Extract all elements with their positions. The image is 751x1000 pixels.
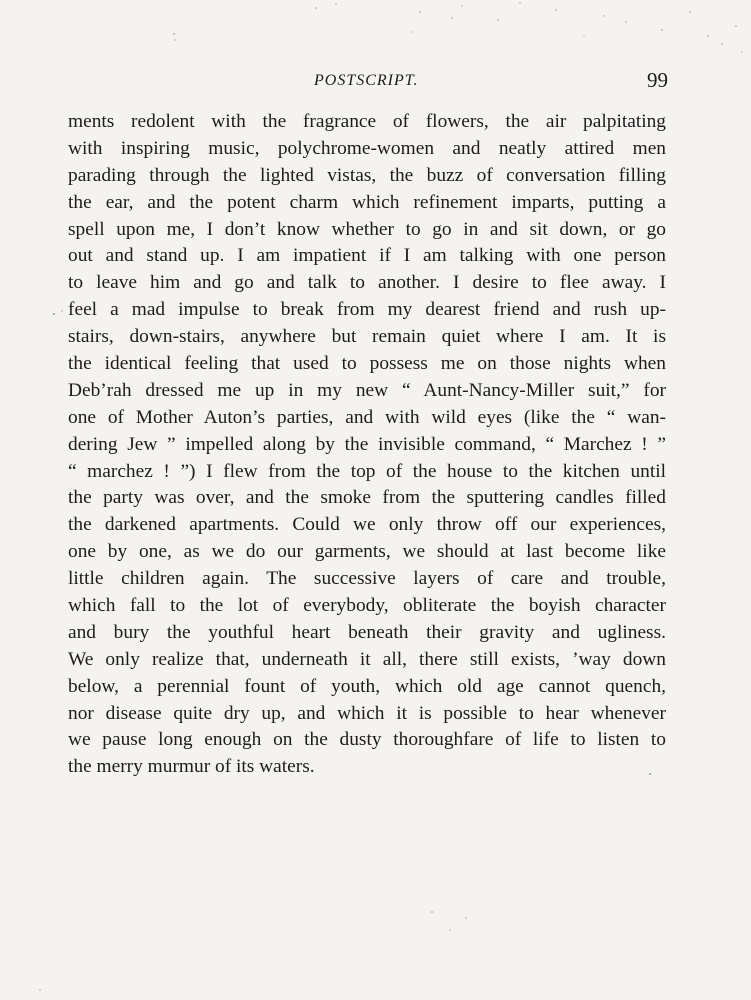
text-line: below, a perennial fount of youth, which old age cannot quench, <box>68 675 666 697</box>
text-line: the party was over, and the smoke from the sputtering candles filled <box>68 487 666 509</box>
text-line: We only realize that, underneath it all, there still exists, ’way down <box>68 648 666 670</box>
text-line: parading through the lighted vistas, the buzz of conversation filling <box>68 164 666 186</box>
text-line: which fall to the lot of everybody, obliterate the boyish character <box>68 595 666 617</box>
text-line: with inspiring music, polychrome-women and neatly attired men <box>68 137 666 159</box>
text-line: dering Jew ” impelled along by the invisible command, “ Marchez ! ” <box>68 433 666 455</box>
text-line: “ marchez ! ”) I flew from the top of the house to the kitchen until <box>68 460 666 482</box>
text-line: one by one, as we do our garments, we should at last become like <box>68 541 666 563</box>
running-title: POSTSCRIPT. <box>314 72 419 89</box>
text-line: ments redolent with the fragrance of flowers, the air palpitating <box>68 111 666 132</box>
text-line: to leave him and go and talk to another. I desire to flee away. I <box>68 272 666 294</box>
text-line: and bury the youthful heart beneath their gravity and ugliness. <box>68 621 666 643</box>
text-line: little children again. The successive layers of care and trouble, <box>68 568 666 590</box>
text-line: nor disease quite dry up, and which it is possible to hear whenever <box>68 702 666 724</box>
text-line: the darkened apartments. Could we only throw off our experiences, <box>68 514 666 536</box>
text-line: feel a mad impulse to break from my dearest friend and rush up- <box>68 299 666 321</box>
text-line: one of Mother Auton’s parties, and with wild eyes (like the “ wan- <box>68 406 666 428</box>
text-line: spell upon me, I don’t know whether to go in and sit down, or go <box>68 218 666 240</box>
text-line: the merry murmur of its waters. <box>68 756 315 778</box>
text-line: Deb’rah dressed me up in my new “ Aunt-Nancy-Miller suit,” for <box>68 379 666 401</box>
page-number: 99 <box>647 68 668 92</box>
text-line: the ear, and the potent charm which refinement imparts, putting a <box>68 191 666 213</box>
body-text <box>68 109 666 781</box>
running-head <box>0 66 751 98</box>
text-line: out and stand up. I am impatient if I am talking with one person <box>68 245 666 267</box>
text-line: the identical feeling that used to possess me on those nights when <box>68 353 666 375</box>
text-line: stairs, down-stairs, anywhere but remain quiet where I am. It is <box>68 326 666 348</box>
text-line: we pause long enough on the dusty thoroughfare of life to listen to <box>68 729 666 751</box>
